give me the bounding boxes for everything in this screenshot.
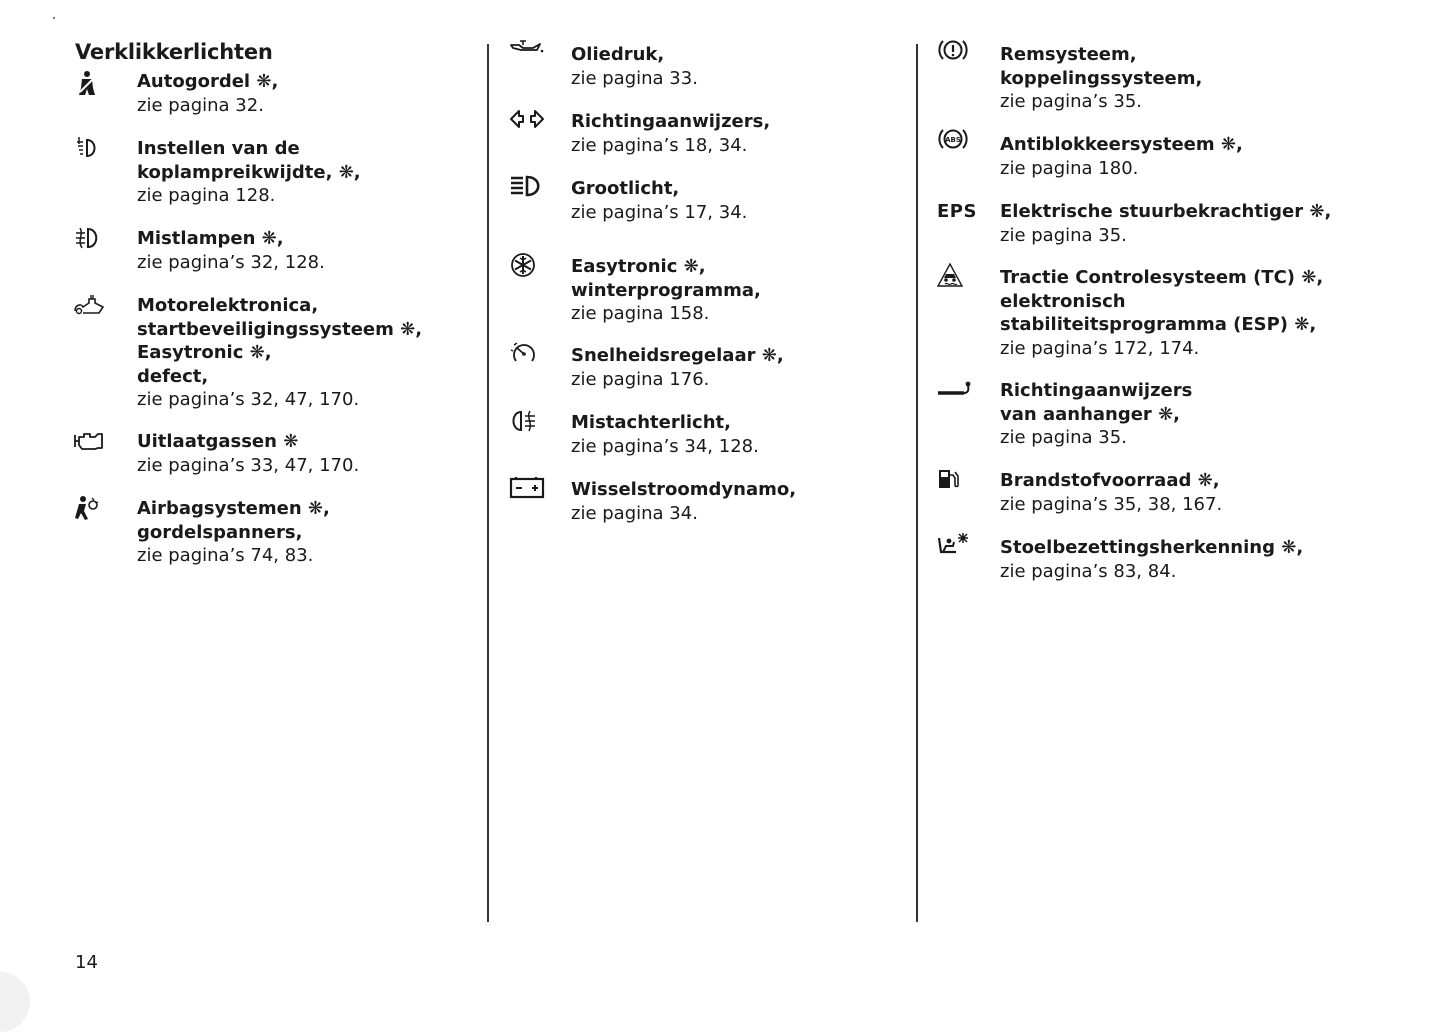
entry-title: gordelspanners, <box>137 521 303 543</box>
entry-title: van aanhanger ❋, <box>1000 403 1180 425</box>
battery-icon <box>509 474 549 500</box>
entry-title: Easytronic ❋, <box>571 256 706 277</box>
entry-text: zie pagina’s 74, 83. <box>137 545 314 566</box>
turn-signal-icon <box>509 106 549 132</box>
seatbelt-icon <box>75 70 115 96</box>
entry-title: winterprogramma, <box>571 279 761 301</box>
entry-text: zie pagina’s 83, 84. <box>1000 560 1177 582</box>
winter-program-icon <box>510 252 550 278</box>
entry-title: Snelheidsregelaar ❋, <box>571 345 784 366</box>
engine-exhaust-icon <box>73 428 113 454</box>
section-heading: Verklikkerlichten <box>75 40 273 64</box>
svg-text:ABS: ABS <box>945 136 961 144</box>
page-number: 14 <box>75 952 98 973</box>
high-beam-icon <box>509 173 549 199</box>
entry-title: Instellen van de <box>137 138 300 159</box>
entry-text: zie pagina’s 18, 34. <box>571 134 748 156</box>
seat-occupancy-icon <box>936 532 976 558</box>
entry-title: Easytronic ❋, <box>137 342 272 363</box>
entry-text: zie pagina 180. <box>1000 157 1139 179</box>
cruise-control-icon <box>510 340 550 366</box>
entry-text: zie pagina’s 33, 47, 170. <box>137 454 360 476</box>
page-corner-shadow <box>0 972 30 1032</box>
airbag-icon <box>74 495 114 521</box>
entry-title: stabiliteitsprogramma (ESP) ❋, <box>1000 314 1317 335</box>
eps-icon <box>937 198 977 224</box>
engine-electronics-icon <box>73 292 113 318</box>
entry-title: Stoelbezettingsherkenning ❋, <box>1000 537 1304 558</box>
entry-title: defect, <box>137 365 209 387</box>
rear-fog-icon <box>509 408 549 434</box>
entry-title: Oliedruk, <box>571 44 665 65</box>
oil-pressure-icon <box>509 36 549 62</box>
speck <box>53 17 55 19</box>
column-divider-1 <box>487 44 489 922</box>
entry-text: zie pagina’s 32, 128. <box>137 251 325 273</box>
entry-title: koplampreikwijdte, ❋, <box>137 161 361 183</box>
entry-title: startbeveiligingssysteem ❋, <box>137 318 423 340</box>
entry-text: zie pagina 35. <box>1000 224 1127 246</box>
entry-text: zie pagina 35. <box>1000 427 1127 448</box>
entry-text: zie pagina 34. <box>571 502 698 524</box>
entry-text: zie pagina 158. <box>571 303 710 324</box>
entry-title: Remsysteem, <box>1000 44 1137 65</box>
entry-title: elektronisch <box>1000 290 1126 312</box>
entry-title: Autogordel ❋, <box>137 71 279 92</box>
entry-title: Grootlicht, <box>571 178 680 199</box>
entry-text: zie pagina 128. <box>137 185 276 206</box>
entry-title: Richtingaanwijzers, <box>571 111 771 132</box>
entry-title: Brandstofvoorraad ❋, <box>1000 470 1220 491</box>
entry-text: zie pagina’s 17, 34. <box>571 201 748 223</box>
entry-text: zie pagina 176. <box>571 368 710 390</box>
entry-text: zie pagina’s 35. <box>1000 91 1143 112</box>
entry-title: Elektrische stuurbekrachtiger ❋, <box>1000 201 1332 222</box>
abs-icon <box>936 126 976 152</box>
column-divider-2 <box>916 44 918 922</box>
entry-title: Mistlampen ❋, <box>137 228 284 249</box>
entry-title: Mistachterlicht, <box>571 412 731 433</box>
entry-title: Antiblokkeersysteem ❋, <box>1000 134 1243 155</box>
entry-text: zie pagina’s 172, 174. <box>1000 337 1200 359</box>
fog-lamp-icon <box>75 225 115 251</box>
entry-title: Uitlaatgassen ❋ <box>137 431 299 452</box>
trailer-signal-icon <box>936 376 976 402</box>
headlamp-range-icon <box>75 135 115 161</box>
traction-control-icon <box>936 262 976 288</box>
eps-label: EPS <box>937 200 977 222</box>
entry-title: Motorelektronica, <box>137 295 319 316</box>
entry-text: zie pagina 32. <box>137 94 264 116</box>
fuel-icon <box>937 466 977 492</box>
brake-system-icon <box>936 37 976 63</box>
entry-text: zie pagina’s 32, 47, 170. <box>137 389 360 410</box>
entry-title: Tractie Controlesysteem (TC) ❋, <box>1000 267 1324 288</box>
entry-title: koppelingssysteem, <box>1000 67 1203 89</box>
entry-text: zie pagina’s 34, 128. <box>571 435 759 457</box>
entry-text: zie pagina’s 35, 38, 167. <box>1000 493 1223 515</box>
entry-title: Wisselstroomdynamo, <box>571 479 797 500</box>
entry-title: Richtingaanwijzers <box>1000 380 1193 401</box>
entry-title: Airbagsystemen ❋, <box>137 498 330 519</box>
entry-text: zie pagina 33. <box>571 67 698 89</box>
